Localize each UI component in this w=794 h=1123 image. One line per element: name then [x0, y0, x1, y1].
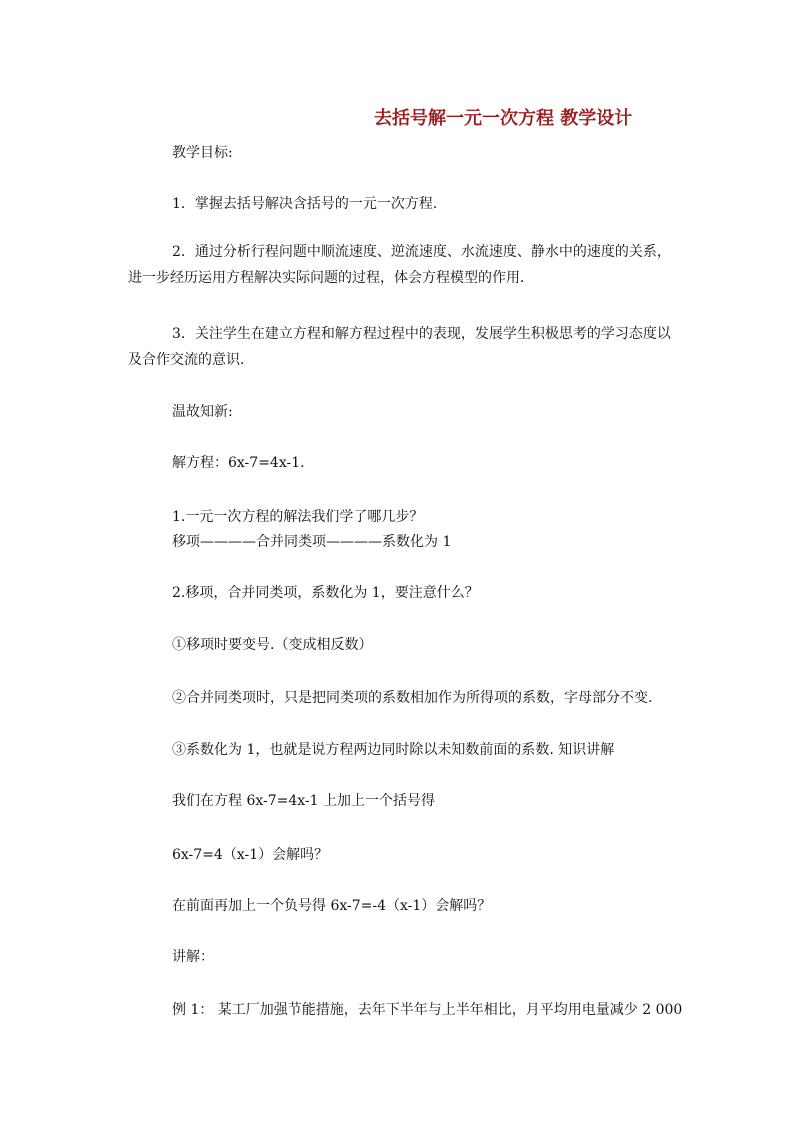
question-1: 1.一元一次方程的解法我们学了哪几步？: [172, 509, 424, 525]
objectives-heading: 教学目标:: [172, 145, 233, 161]
steps-line: 移项————合并同类项————系数化为 1: [172, 534, 452, 550]
explain-2: 6x-7=4（x-1）会解吗？: [172, 847, 329, 863]
objective-2: 2．通过分析行程问题中顺流速度、逆流速度、水流速度、静水中的速度的关系，进一步经历运用方程解决实际问题的过程，体会方程模型的作用．: [128, 244, 671, 286]
note-2: ②合并同类项时，只是把同类项的系数相加作为所得项的系数，字母部分不变.: [172, 690, 653, 706]
note-1: ①移项时要变号.（变成相反数）: [172, 637, 373, 653]
question-2: 2.移项，合并同类项，系数化为 1，要注意什么？: [172, 585, 479, 601]
review-heading: 温故知新:: [172, 404, 233, 420]
explain-3: 在前面再加上一个负号得 6x-7=-4（x-1）会解吗？: [172, 898, 492, 914]
document-title: 去括号解一元一次方程 教学设计: [374, 108, 633, 129]
objective-3: 3．关注学生在建立方程和解方程过程中的表现，发展学生积极思考的学习态度以及合作交流的意识．: [128, 326, 671, 368]
solve-prompt: 解方程：6x-7=4x-1.: [172, 455, 305, 471]
note-3: ③系数化为 1，也就是说方程两边同时除以未知数前面的系数. 知识讲解: [172, 742, 615, 758]
objective-1: 1．掌握去括号解决含括号的一元一次方程．: [172, 196, 447, 212]
explain-1: 我们在方程 6x-7=4x-1 上加上一个括号得: [172, 793, 436, 809]
example-1: 例 1： 某工厂加强节能措施，去年下半年与上半年相比，月平均用电量减少 2 000: [172, 1002, 683, 1018]
lecture-heading: 讲解：: [172, 949, 214, 965]
